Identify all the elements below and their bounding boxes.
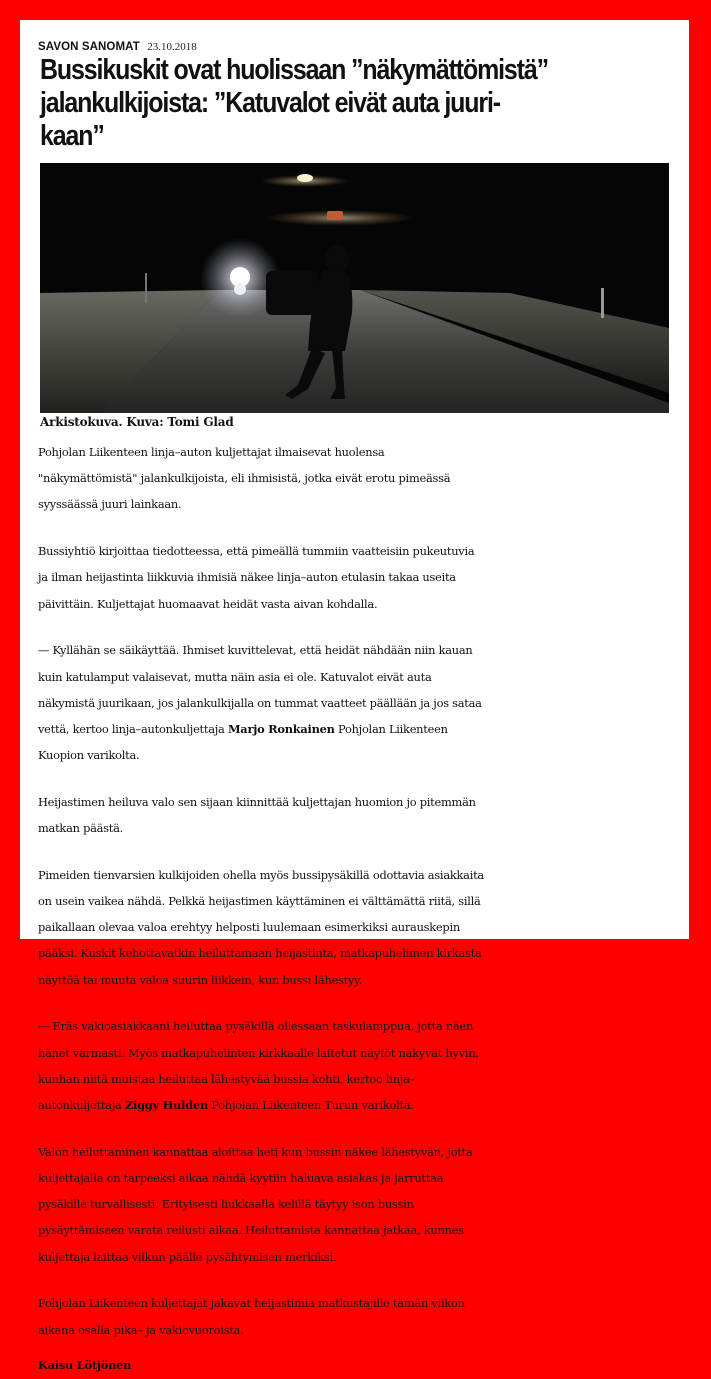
paragraph xyxy=(38,783,678,848)
text-line xyxy=(38,723,678,736)
text-line: päivittäin. Kuljettajat huomaavat heidät vasta aivan kohdalla. xyxy=(38,596,378,611)
text-line: Bussiyhtiö kirjoittaa tiedotteessa, että pimeällä tummiin vaatteisiin pukeutuvia xyxy=(38,544,475,559)
article-photo xyxy=(40,163,669,413)
text-line: pääksi. Kuskit kehottavatkin heiluttamaan heijastinta, matkapuhelimen kirkasta xyxy=(38,946,482,961)
publication-name: SAVON SANOMAT xyxy=(38,41,140,53)
text-line: Heijastimen heiluva valo sen sijaan kiinnittää kuljettajan huomion jo pitemmän xyxy=(38,794,476,809)
text-line: on usein vaikea nähdä. Pelkkä heijastimen käyttäminen ei välttämättä riitä, sillä xyxy=(38,894,481,909)
text-line: Pohjolan Liikenteen linja–auton kuljettajat ilmaisevat huolensa xyxy=(38,445,385,460)
text-line: kuin katulamput valaisevat, mutta näin asia ei ole. Katuvalot eivät auta xyxy=(38,669,432,684)
text-line: Kuopion varikolta. xyxy=(38,748,140,763)
quote-paragraph xyxy=(38,631,678,775)
text-segment: autonkuljettaja xyxy=(38,1098,125,1112)
text-line: näkymistä juurikaan, jos jalankulkijalla on tummat vaatteet päällään ja jos sataa xyxy=(38,695,482,710)
text-line: syyssäässä juuri lainkaan. xyxy=(38,497,182,512)
paragraph xyxy=(38,1284,678,1349)
publication-date: 23.10.2018 xyxy=(147,41,197,53)
text-line: näyttöä tai muuta valoa suurin liikkein, kun bussi lähestyy. xyxy=(38,972,363,987)
text-line: pysäkille turvallisesti. Erityisesti liukkaalla kelillä täytyy ison bussin xyxy=(38,1197,414,1212)
text-line: matkan päästä. xyxy=(38,821,124,836)
headline-line: Bussikuskit ovat huolissaan ”näkymättömistä” xyxy=(40,54,548,86)
text-line: kuljettajalla on tarpeeksi aikaa nähdä kyytiin haluava asiakas ja jarruttaa xyxy=(38,1170,444,1185)
text-line: pysäyttämiseen varata reilusti aikaa. Heiluttamista kannattaa jatkaa, kunnes xyxy=(38,1223,464,1238)
masthead xyxy=(38,39,197,54)
text-line: Pohjolan Liikenteen kuljettajat jakavat heijastimia matkustajille tämän viikon xyxy=(38,1296,465,1311)
quote-paragraph xyxy=(38,1007,678,1125)
headline-line: kaan” xyxy=(40,120,104,152)
text-line: Pimeiden tienvarsien kulkijoiden ohella myös bussipysäkillä odottavia asiakkaita xyxy=(38,867,484,882)
paragraph xyxy=(38,856,678,1000)
text-line xyxy=(38,1099,678,1112)
text-line: aikana osalla pika– ja vakiovuoroista. xyxy=(38,1322,244,1337)
author-byline: Kaisu Lötjönen xyxy=(38,1357,132,1372)
text-segment: Pohjolan Liikenteen Turun varikolta. xyxy=(207,1098,414,1112)
photo-caption: Arkistokuva. Kuva: Tomi Glad xyxy=(40,415,234,429)
paragraph xyxy=(38,433,678,525)
text-line: — Eräs vakioasiakkaani heiluttaa pysäkillä ollessaan taskulamppua, jotta näen xyxy=(38,1019,474,1034)
text-line: kuljettaja laittaa vilkun päälle pysähtymisen merkiksi. xyxy=(38,1249,337,1264)
headline-line: jalankulkijoista: ”Katuvalot eivät auta juuri- xyxy=(40,87,500,119)
text-segment: Pohjolan Liikenteen xyxy=(334,721,448,736)
text-line: hänet varmasti. Myös matkapuhelinten kirkkaalle laitetut näytöt näkyvät hyvin, xyxy=(38,1045,479,1060)
text-line: — Kyllähän se säikäyttää. Ihmiset kuvittelevat, että heidät nähdään niin kauan xyxy=(38,643,473,658)
night-road-photo-icon xyxy=(40,163,669,413)
text-line: ja ilman heijastinta liikkuvia ihmisiä näkee linja–auton etulasin takaa useita xyxy=(38,570,456,585)
text-line: Valon heiluttaminen kannattaa aloittaa heti kun bussin näkee lähestyvän, jotta xyxy=(38,1144,473,1159)
text-line: kunhan niitä muistaa heiluttaa lähestyvää bussia kohti, kertoo linja– xyxy=(38,1071,416,1086)
paragraph xyxy=(38,1133,678,1277)
paragraph xyxy=(38,532,678,624)
quoted-person-name: Ziggy Hulden xyxy=(124,1098,208,1112)
headline xyxy=(40,54,680,153)
text-segment: vettä, kertoo linja–autonkuljettaja xyxy=(38,721,228,736)
article-body xyxy=(38,433,678,1379)
text-line: paikallaan olevaa valoa erehtyy helposti luulemaan esimerkiksi aurauskepin xyxy=(38,920,460,935)
text-line: "näkymättömistä" jalankulkijoista, eli ihmisistä, jotka eivät erotu pimeässä xyxy=(38,471,451,486)
quoted-person-name: Marjo Ronkainen xyxy=(227,721,335,736)
